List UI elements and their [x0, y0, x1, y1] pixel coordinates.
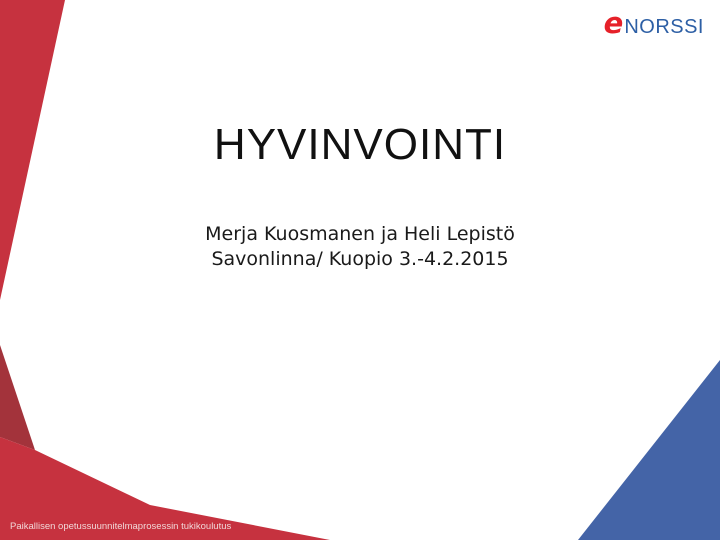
- enorssi-logo-text: NORSSI: [624, 15, 704, 38]
- slide-subtitle: [0, 222, 720, 272]
- slide-title: HYVINVOINTI: [213, 120, 507, 169]
- footer-text: Paikallisen opetussuunnitelmaprosessin tukikoulutus: [10, 521, 232, 532]
- enorssi-logo-e: e: [603, 6, 624, 40]
- bottom-right-blue-triangle: [578, 360, 720, 540]
- subtitle-location-date: Savonlinna/ Kuopio 3.-4.2.2015: [211, 248, 509, 270]
- dark-red-wedge: [0, 345, 35, 450]
- enorssi-logo: [603, 6, 704, 40]
- subtitle-authors: Merja Kuosmanen ja Heli Lepistö: [205, 223, 515, 245]
